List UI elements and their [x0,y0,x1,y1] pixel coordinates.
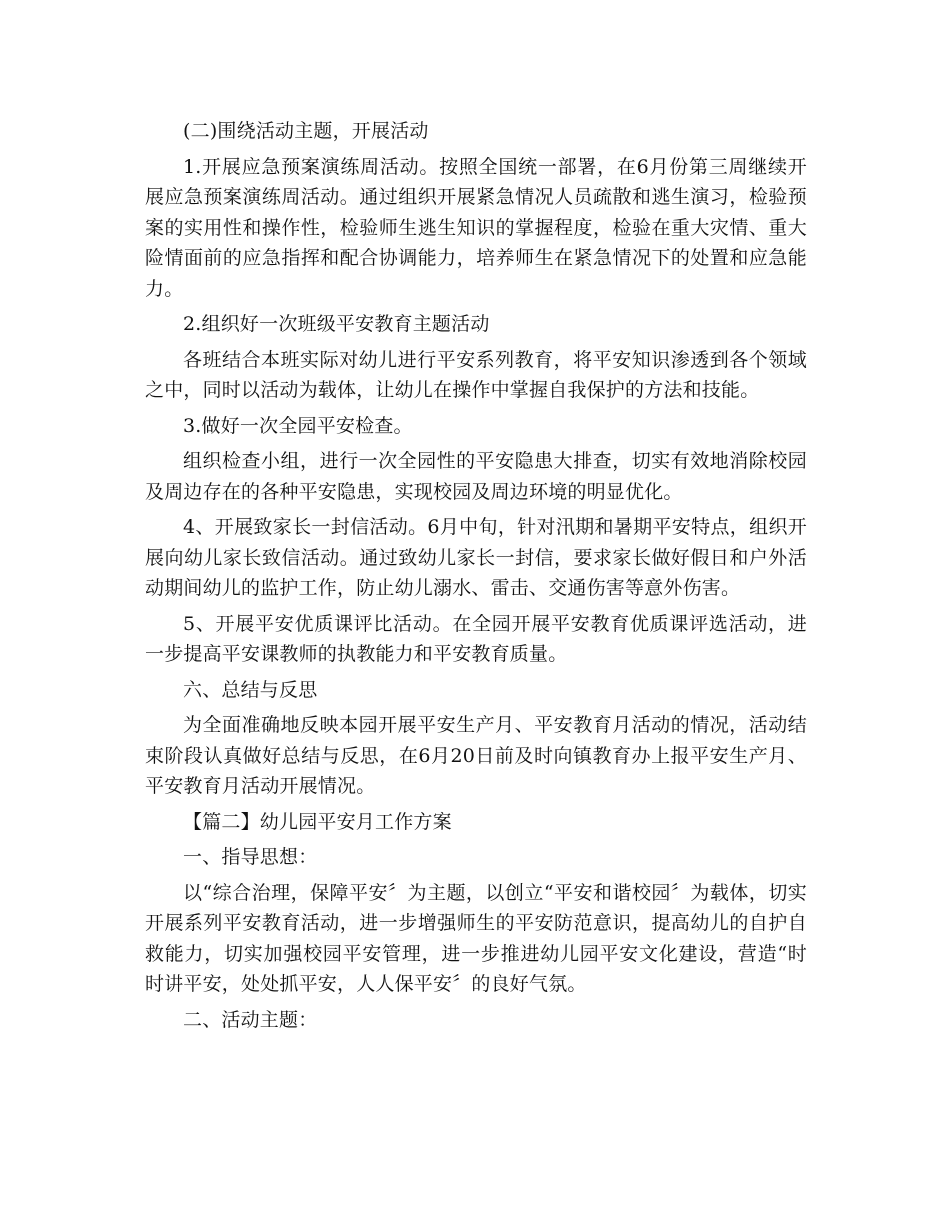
paragraph-item-1: 1.开展应急预案演练周活动。按照全国统一部署，在6月份第三周继续开展应急预案演练周活动。通过组织开展紧急情况人员疏散和逃生演习，检验预案的实用性和操作性，检验师生逃生知识的掌握程度，检验在重大灾情、重大险情面前的应急指挥和配合协调能力，培养师生在紧急情况下的处置和应急能力。 [145,155,807,300]
section-heading-activity-theme: 二、活动主题： [183,1008,318,1031]
paragraph-item-3-body: 组织检查小组，进行一次全园性的平安隐患大排查，切实有效地消除校园及周边存在的各种平安隐患，实现校园及周边环境的明显优化。 [145,450,807,503]
paragraph-item-4: 4、开展致家长一封信活动。6月中旬，针对汛期和暑期平安特点，组织开展向幼儿家长致信活动。通过致幼儿家长一封信，要求家长做好假日和户外活动期间幼儿的监护工作，防止幼儿溺水、雷击、交通伤害等意外伤害。 [145,516,807,599]
section-heading-guiding-ideology: 一、指导思想： [183,846,318,868]
section-heading-summary: 六、总结与反思 [183,678,318,701]
document-body [145,116,807,1040]
paragraph-item-2-heading: 2.组织好一次班级平安教育主题活动 [183,313,490,335]
paragraph-item-2-body: 各班结合本班实际对幼儿进行平安系列教育，将平安知识渗透到各个领域之中，同时以活动为载体，让幼儿在操作中掌握自我保护的方法和技能。 [145,348,807,401]
paragraph-guiding-ideology-body: 以“综合治理，保障平安〞为主题，以创立“平安和谐校园〞为载体，切实开展系列平安教育活动，进一步增强师生的平安防范意识，提高幼儿的自护自救能力，切实加强校园平安管理，进一步推进幼儿园平安文化建设，营造“时时讲平安，处处抓平安，人人保平安〞的良好气氛。 [145,881,807,995]
paragraph-summary-body: 为全面准确地反映本园开展平安生产月、平安教育月活动的情况，活动结束阶段认真做好总结与反思，在6月20日前及时向镇教育办上报平安生产月、平安教育月活动开展情况。 [145,714,807,797]
paragraph-item-3-heading: 3.做好一次全园平安检查。 [183,414,413,437]
article-title-part-two: 【篇二】幼儿园平安月工作方案 [183,810,452,833]
paragraph-item-5: 5、开展平安优质课评比活动。在全园开展平安教育优质课评选活动，进一步提高平安课教师的执教能力和平安教育质量。 [145,612,807,665]
section-heading-activities: (二)围绕活动主题，开展活动 [183,120,429,142]
